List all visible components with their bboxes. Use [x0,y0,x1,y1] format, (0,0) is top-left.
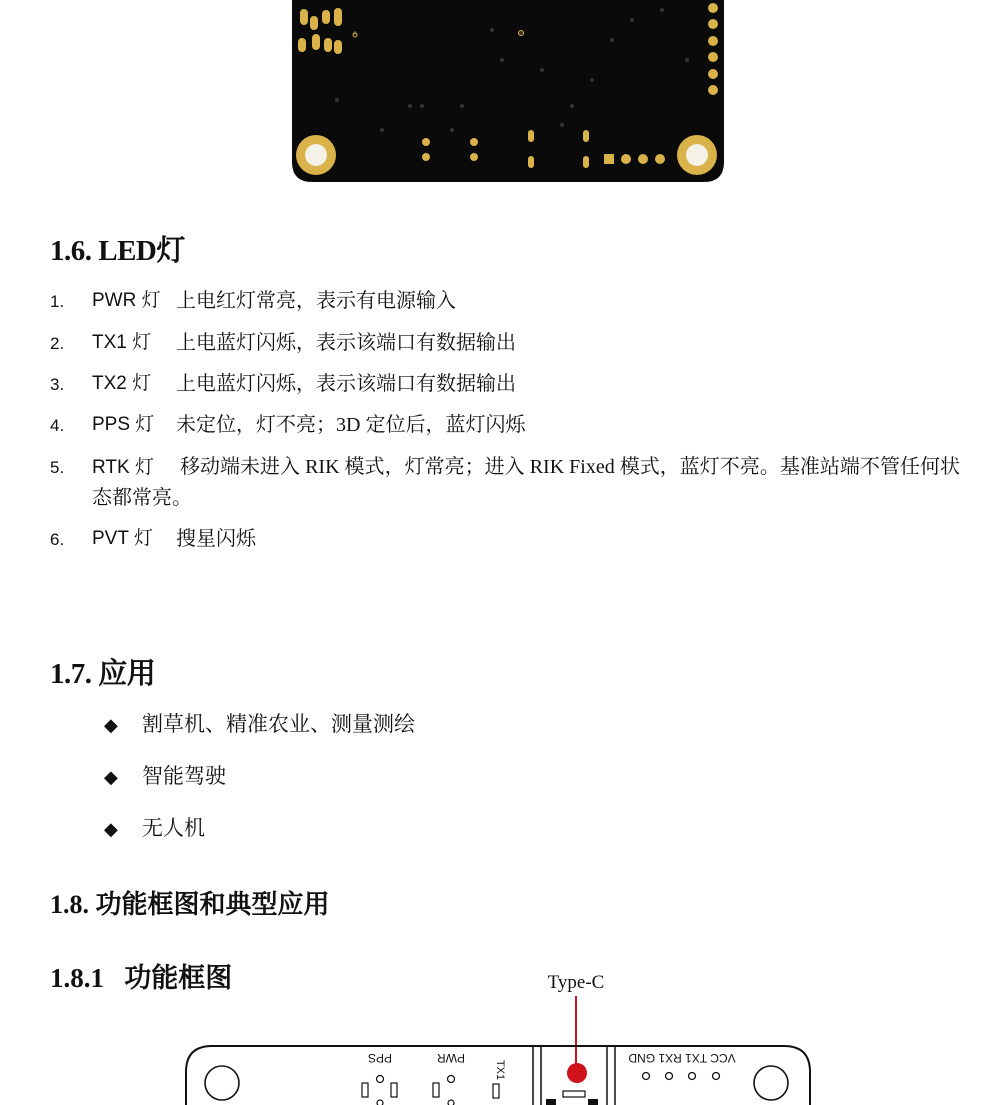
led-label: TX2 灯 [92,373,152,394]
list-number: 5. [50,458,65,477]
diamond-bullet-icon: ◆ [104,715,118,735]
bullet-item [104,708,415,738]
mount-hole-right [677,135,717,175]
pins-label: VCC TX1 RX1 GND [628,1051,736,1065]
section-title-app: 1.7. 应用 [50,658,156,690]
led-label: PVT 灯 [92,528,153,549]
list-item [50,524,960,554]
list-item [50,328,960,358]
led-desc: 未定位，灯不亮；3D 定位后，蓝灯闪烁 [176,414,526,436]
mount-hole-right-icon [754,1066,788,1100]
bullet-text: 割草机、精准农业、测量测绘 [142,712,415,736]
led-desc: 搜星闪烁 [176,528,256,550]
led-label: PWR 灯 [92,290,161,311]
block-diagram [0,960,1000,1105]
subsection-title-block-diagram: 1.8.1 功能框图 [50,963,233,993]
pwr-label: PWR [437,1051,465,1065]
typec-port-marker [567,1063,587,1083]
led-label: PPS 灯 [92,414,155,435]
list-item [50,452,960,513]
pps-label: PPS [367,1051,393,1065]
led-label: RTK 灯 [92,457,154,478]
bullet-text: 无人机 [142,816,205,840]
list-item [50,286,960,316]
bullet-item [104,812,205,842]
list-number: 1. [50,292,65,311]
section-title-block: 1.8. 功能框图和典型应用 [50,890,330,919]
diamond-bullet-icon: ◆ [104,767,118,787]
led-desc: 上电蓝灯闪烁，表示该端口有数据输出 [176,332,516,354]
tx1-label: TX1 [494,1059,506,1081]
list-number: 3. [50,375,65,394]
list-number: 4. [50,416,65,435]
mount-hole-left [296,135,336,175]
led-desc: 上电蓝灯闪烁，表示该端口有数据输出 [176,373,516,395]
list-number: 2. [50,334,65,353]
pcb-back-image [292,0,724,182]
led-desc: 上电红灯常亮，表示有电源输入 [176,290,456,312]
section-title-led: 1.6. LED灯 [50,235,185,267]
bullet-text: 智能驾驶 [142,764,226,788]
pcb-svg [292,0,724,182]
list-item [50,369,960,399]
mount-hole-left-icon [205,1066,239,1100]
typec-label: Type-C [547,972,605,993]
diamond-bullet-icon: ◆ [104,819,118,839]
list-number: 6. [50,530,65,549]
list-item [50,410,960,440]
led-label: TX1 灯 [92,332,152,353]
led-desc: 移动端未进入 RIK 模式，灯常亮；进入 RIK Fixed 模式，蓝灯不亮。基准站端不管任何状态都常亮。 [92,456,960,509]
bullet-item [104,760,226,790]
